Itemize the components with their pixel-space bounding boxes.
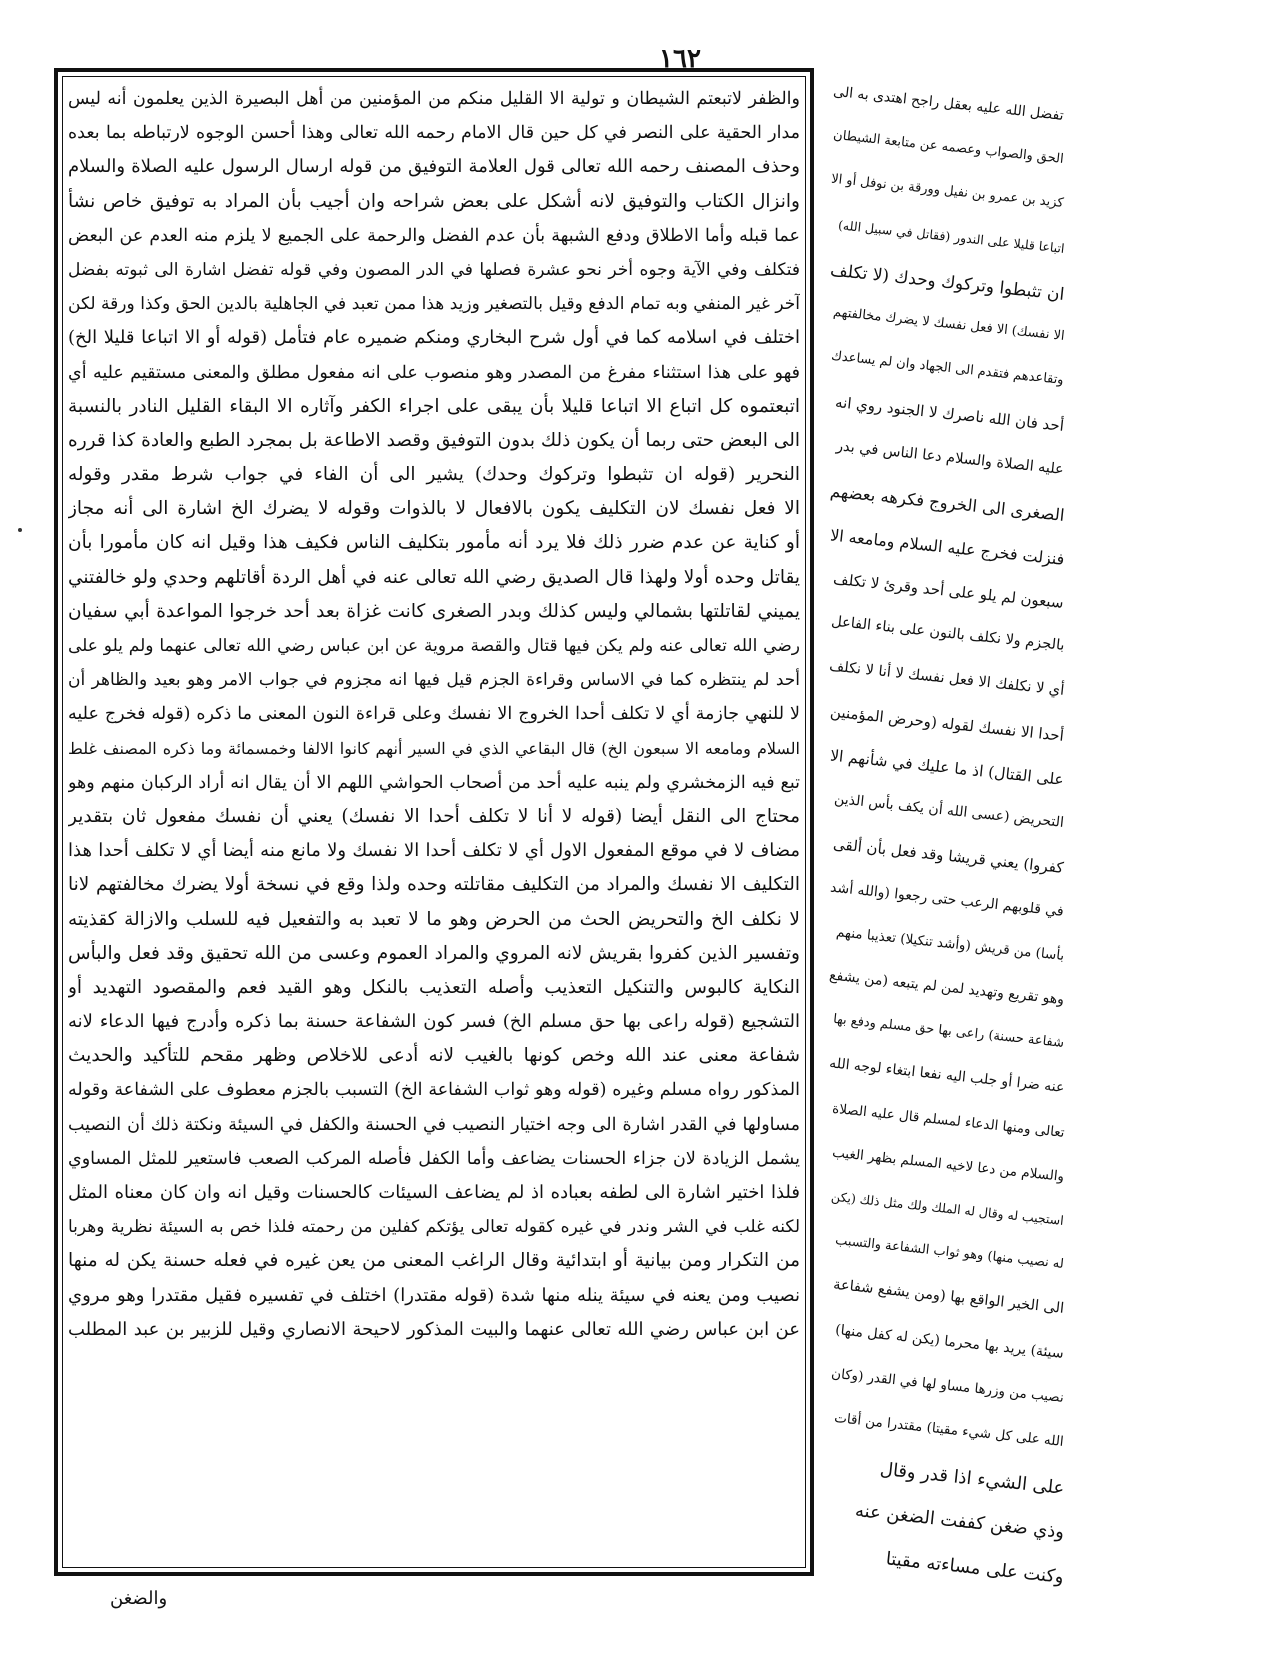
margin-commentary-line: الحق والصواب وعصمه عن متابعة الشيطان: [832, 128, 1065, 168]
main-text-line: محتاج الى النقل أيضا (قوله لا أنا لا تكلف أحدا الا نفسك) يعني أن نفسك مفعول ثان بتقدير: [68, 805, 800, 827]
margin-commentary-line: بأسا) من قريش (وأشد تنكيلا) تعذيبا منهم: [835, 923, 1065, 964]
margin-commentary-line: الا نفسك) الا فعل نفسك لا يضرك مخالفتهم: [831, 304, 1065, 344]
margin-commentary-line: أحدا الا نفسك لقوله (وحرض المؤمنين: [829, 702, 1065, 745]
main-text-line: النحرير (قوله ان تثبطوا وتركوك وحدك) يشير الى أن الفاء في جواب شرط مقدر وقوله: [68, 464, 800, 486]
main-text-line: وحذف المصنف رحمه الله تعالى قول العلامة التوفيق من قوله ارسال الرسول عليه الصلاة والسلام: [68, 156, 800, 178]
main-text-line: وانزال الكتاب والتوفيق لانه أشكل على بعض شراحه وان أجيب بأن المراد به توفيق خاص نشأ: [68, 190, 800, 212]
main-text-line: والظفر لاتبعتم الشيطان و تولية الا القليل منكم من المؤمنين من أهل البصيرة الذين يعلمون أنه ليس: [68, 89, 800, 109]
margin-commentary-line: سبعون لم يلو على أحد وقرئ لا تكلف: [832, 570, 1065, 613]
ink-spot: [18, 528, 22, 532]
main-text-line: النكاية كالبوس والتنكيل التعذيب وأصله التعذيب بالنكل وهو القيد فعم والمقصود التهديد أو: [68, 976, 800, 998]
margin-commentary-line: كزيد بن عمرو بن نفيل وورقة بن نوفل أو الا: [830, 172, 1065, 212]
main-text-line: رضي الله تعالى عنه ولم يكن فيها قتال والقصة مروية عن ابن عباس رضي الله تعالى عنهما ولم يلو على: [68, 636, 800, 656]
main-text-line: شفاعة معنى عند الله وخص كونها بالغيب لانه أدعى للاخلاص وظهر مقحم للتأكيد والحديث: [68, 1045, 800, 1067]
main-text-line: وتفسير الذين كفروا بقريش لانه المروي والمراد العموم وعسى من الله تحقيق وقد فعل والبأس: [68, 942, 800, 964]
margin-commentary-line: على القتال) اذ ما عليك في شأنهم الا: [829, 746, 1065, 789]
margin-commentary-line: الله على كل شيء مقيتا) مقتدرا من أقات: [833, 1409, 1065, 1450]
margin-commentary-line: كفروا) يعني قريشا وقد فعل بأن ألقى: [832, 835, 1065, 878]
margin-commentary-line: أي لا نكلفك الا فعل نفسك لا أنا لا نكلف: [828, 657, 1065, 699]
margin-commentary-line: اتباعا قليلا على الندور (فقاتل في سبيل الله): [836, 216, 1065, 256]
main-text-line: التكليف الا نفسك والمراد من التكليف مقاتلته وحده ولذا وقع في نسخة أولا يضرك مخالفتهم لانا: [68, 874, 800, 896]
margin-commentary-line: عليه الصلاة والسلام دعا الناس في بدر: [835, 437, 1065, 478]
margin-commentary-line: أحد فان الله ناصرك لا الجنود روي انه: [834, 393, 1065, 436]
main-text-line: التشجيع (قوله راعى بها حق مسلم الخ) فسر كون الشفاعة حسنة بما ذكره وأدرج فيها الدعاء لانه: [68, 1011, 800, 1033]
main-text-line: نصيب ومن يعنه في سيئة ينله منها شدة (قوله مقتدرا) اختلف في تفسيره فقيل مقتدرا وهو مروي: [68, 1284, 800, 1306]
main-text-line: لا للنهي جازمة أي لا تكلف أحدا الخروج الا نفسك وعلى قراءة النون المعنى ما ذكره (قوله فخرج عليه: [68, 704, 800, 725]
main-text-line: عن ابن عباس رضي الله تعالى عنهما والبيت المذكور لاحيحة الانصاري وقيل للزبير بن عبد المطلب: [68, 1318, 800, 1340]
margin-commentary-line: على الشيء اذا قدر وقال: [878, 1458, 1066, 1500]
main-text-line: تبع فيه الزمخشري ولم ينبه عليه أحد من أصحاب الحواشي اللهم الا أن يقال انه أراد الركبان منهم وهو: [68, 772, 800, 793]
main-text-line: يشمل الزيادة لان جزاء الحسنات يضاعف وأما الكفل فأصله المركب الصعب فاستعير للمثل المساوي: [68, 1148, 800, 1169]
margin-commentary-line: وذي ضغن كففت الضغن عنه: [853, 1500, 1066, 1544]
main-text-line: مدار الحقية على النصر في كل حين قال الامام رحمه الله تعالى وهذا أحسن الوجوه لارتباطه بما بعده: [68, 123, 800, 144]
margin-commentary-line: تعالى ومنها الدعاء لمسلم قال عليه الصلاة: [830, 1100, 1065, 1141]
margin-commentary-line: وتقاعدهم فتقدم الى الجهاد وان لم يساعدك: [830, 348, 1065, 389]
main-text-line: الى البعض حتى ربما أن يكون ذلك بدون التوفيق وقصد الاطاعة بل بمجرد الطبع والعادة كذا قرره: [68, 429, 800, 451]
margin-commentary-line: بالجزم ولا نكلف بالنون على بناء الفاعل: [830, 613, 1065, 655]
margin-commentary-line: وهو تقريع وتهديد لمن لم يتبعه (من يشفع: [828, 967, 1065, 1008]
margin-commentary-line: فنزلت فخرج عليه السلام ومامعه الا: [828, 525, 1065, 569]
main-text-line: السلام ومامعه الا سبعون الخ) قال البقاعي الذي في السير أنهم كانوا الالفا وخمسمائة وما ذكره المصنف غلط: [68, 738, 800, 758]
main-text-line: آخر غير المنفي وبه تمام الدفع وقيل بالتصغير وزيد هذا ممن تعبد في الجاهلية بالدين الحق وكذا ورقة لكن: [68, 294, 800, 315]
main-text-line: أحد لم ينتظره كما في الاساس وقراءة الجزم قيل فيها انه مجزوم في جواب الامر وهو بعيد والظاهر أن: [68, 670, 800, 691]
page-number: ١٦٢: [659, 44, 701, 74]
margin-commentary-line: نصيب من وزرها مساو لها في القدر (وكان: [830, 1365, 1065, 1406]
main-text-line: مساولها في القدر اشارة الى وجه اختيار النصيب في الحسنة والكفل في السيئة ونكتة ذلك أن النصيب: [68, 1114, 800, 1135]
main-text-line: لكنه غلب في الشر وندر في غيره كقوله تعالى يؤتكم كفلين من رحمته فلذا خص به السيئة نظرية وهربا: [68, 1217, 800, 1238]
main-text-line: المذكور رواه مسلم وغيره (قوله وهو ثواب الشفاعة الخ) التسبب بالجزم معطوف على الشفاعة وقوله: [68, 1080, 800, 1101]
main-text-line: فتكلف وفي الآية وجوه أخر نحو عشرة فصلها في الدر المصون وفي قوله تفضل اشارة الى ثبوته بفضل: [68, 259, 800, 280]
margin-commentary-line: والسلام من دعا لاخيه المسلم بظهر الغيب: [831, 1144, 1065, 1185]
main-text-line: اختلف في اسلامه كما في أول شرح البخاري ومنكم ضميره عام فتأمل (قوله أو الا اتباعا قليلا الخ): [68, 327, 800, 349]
main-text-line: الا فعل نفسك لان التكليف يكون بالافعال لا بالذوات وقوله لا يضرك الخ اشارة الى أنه مجاز: [68, 498, 800, 520]
main-text-line: فلذا اختير اشارة الى لطفه بعباده اذ لم يضاعف السيئات كالحسنات وقيل انه وان كان معناه المثل: [68, 1182, 800, 1203]
margin-commentary-line: الى الخير الواقع بها (ومن يشفع شفاعة: [832, 1277, 1065, 1318]
margin-commentary-line: تفضل الله عليه بعقل راجح اهتدى به الى: [832, 83, 1065, 124]
margin-commentary-line: استجيب له وقال له الملك ولك مثل ذلك (يكن: [830, 1188, 1065, 1228]
margin-commentary-line: شفاعة حسنة) راعى بها حق مسلم ودفع بها: [832, 1011, 1065, 1052]
margin-commentary-line: ان تثبطوا وتركوك وحدك (لا تكلف: [829, 260, 1066, 305]
margin-commentary-line: وكنت على مساءته مقيتا: [885, 1547, 1066, 1588]
main-text-line: أو كناية عن عدم ضرر ذلك فلا يرد أنه مأمور بتكليف الناس فكيف هذا وقيل انه كان مأمورا بأن: [68, 532, 800, 554]
catchword: والضغن: [110, 1588, 168, 1609]
margin-commentary-line: له نصيب منها) وهو ثواب الشفاعة والتسبب: [834, 1233, 1065, 1273]
main-text-line: اتبعتموه كل اتباع الا اتباعا قليلا بأن يبقى على اجراء الكفر وآثاره الا البقاء القليل النادر بالنسبة: [68, 395, 800, 417]
main-text-line: يميني لقاتلتها بشمالي وليس كذلك وبدر الصغرى كانت غزاة بعد أحد خرجوا المواعدة أبي سفيان: [68, 600, 800, 622]
main-text-line: من التكرار ومن بيانية أو ابتدائية وقال الراغب المعنى من يعن غيره في فعله حسنة يكن له منها: [68, 1250, 800, 1272]
margin-commentary-line: في قلوبهم الرعب حتى رجعوا (والله أشد: [829, 879, 1065, 920]
margin-commentary-line: عنه ضرا أو جلب اليه نفعا ابتغاء لوجه الله: [828, 1055, 1065, 1097]
margin-commentary-line: الصغرى الى الخروج فكرهه بعضهم: [828, 481, 1065, 525]
margin-commentary: [828, 83, 1066, 1678]
margin-commentary-line: سيئة) يريد بها محرما (يكن له كفل منها): [834, 1321, 1065, 1362]
main-text-line: يقاتل وحده أولا ولهذا قال الصديق رضي الله تعالى عنه في أهل الردة أقاتلهم وحدي ولو خالفتني: [68, 566, 800, 588]
main-text-line: فهو على هذا استثناء مفرغ من المصدر وهو منصوب على انه مفعول مطلق والمعنى مستقيم عليه أي: [68, 362, 800, 383]
main-text-block: [68, 82, 800, 1562]
main-text-line: عما قبله وأما الاطلاق ودفع الشبهة بأن عدم الفضل والرحمة على الجميع لا يلزم منه العدم عن البعض: [68, 225, 800, 246]
main-text-line: لا نكلف الخ والتحريض الحث من الحرض وهو ما لا تعبد به والتفعيل فيه للسلب والازالة كقذيته: [68, 908, 800, 930]
main-text-line: مضاف لا في موقع المفعول الاول أي لا تكلف أحدا الا نفسك ولا مانع منه أيضا أي لا تكلف أحدا هذا: [68, 840, 800, 862]
margin-commentary-line: التحريض (عسى الله أن يكف بأس الذين: [833, 791, 1065, 832]
